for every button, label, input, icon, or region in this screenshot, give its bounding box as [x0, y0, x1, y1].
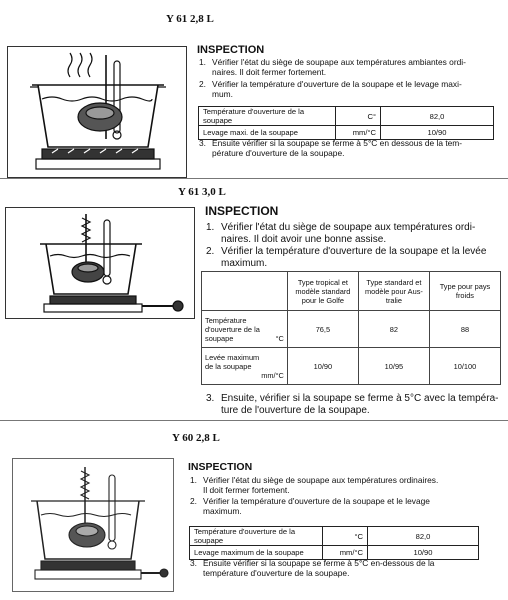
section3-item-1: 1. Vérifier l'état du siège de soupape aux températures ordinaires. Il doit fermer fortement. [190, 475, 439, 495]
section2-item-1: 1. Vérifier l'état du siège de soupape aux températures ordi- naires. Il doit avoir une bonne assise. [206, 222, 476, 245]
section3-item-2: 2. Vérifier la température d'ouverture de la soupape et le levage maximum. [190, 496, 430, 516]
table-header-row [202, 272, 501, 311]
section-divider [0, 420, 508, 421]
column-header: Type tropical et modèle standard pour le Golfe [287, 272, 358, 311]
section2-illustration [5, 207, 195, 319]
table-row: Température d'ouverture de la soupape °C 76,5 82 88 [202, 311, 501, 348]
section1-spec-table [198, 106, 494, 140]
section2-spec-table [201, 271, 501, 385]
section3-item-3: 3. Ensuite vérifier si la soupape se ferme à 5°C en-dessous de la température d'ouverture de la soupape. [190, 558, 435, 578]
table-row: Température d'ouverture de la soupape C° 82,0 [199, 107, 494, 126]
section1-item-1: 1. Vérifier l'état du siège de soupape aux températures ambiantes ordi- naires. Il doit fermer fortement. [199, 57, 466, 77]
section3-heading: INSPECTION [188, 461, 253, 473]
section3-illustration [12, 458, 174, 592]
thermostat-test-drawing [8, 47, 186, 177]
column-header: Type pour pays froids [429, 272, 500, 311]
section1-item-2: 2. Vérifier la température d'ouverture de la soupape et le levage maxi- mum. [199, 79, 462, 99]
table-row: Levage maxi. de la soupape mm/°C 10/90 [199, 126, 494, 140]
section2-item-3: 3. Ensuite, vérifier si la soupape se ferme à 5°C avec la tempéra- ture de l'ouverture de la soupape. [206, 393, 499, 416]
column-header: Type standard et modèle pour Aus- tralie [358, 272, 429, 311]
section1-model-title: Y 61 2,8 L [166, 13, 214, 25]
section1-illustration [7, 46, 187, 178]
section-divider [0, 178, 508, 179]
table-row: Levée maximum de la soupape mm/°C 10/90 10/95 10/100 [202, 348, 501, 385]
section2-item-2: 2. Vérifier la température d'ouverture de la soupape et la levée maximum. [206, 246, 487, 269]
section1-item-3: 3. Ensuite vérifier si la soupape se ferme à 5°C en dessous de la tem- pérature d'ouverture de la soupape. [199, 138, 463, 158]
section2-heading: INSPECTION [205, 204, 279, 218]
section1-heading: INSPECTION [197, 44, 265, 56]
table-row: Température d'ouverture de la soupape °C 82,0 [190, 527, 479, 546]
section2-model-title: Y 61 3,0 L [178, 186, 226, 198]
thermostat-test-drawing [13, 459, 173, 591]
thermostat-test-drawing [6, 208, 194, 318]
table-row: Levage maximum de la soupape mm/°C 10/90 [190, 546, 479, 560]
section3-spec-table [189, 526, 479, 560]
section3-model-title: Y 60 2,8 L [172, 432, 220, 444]
